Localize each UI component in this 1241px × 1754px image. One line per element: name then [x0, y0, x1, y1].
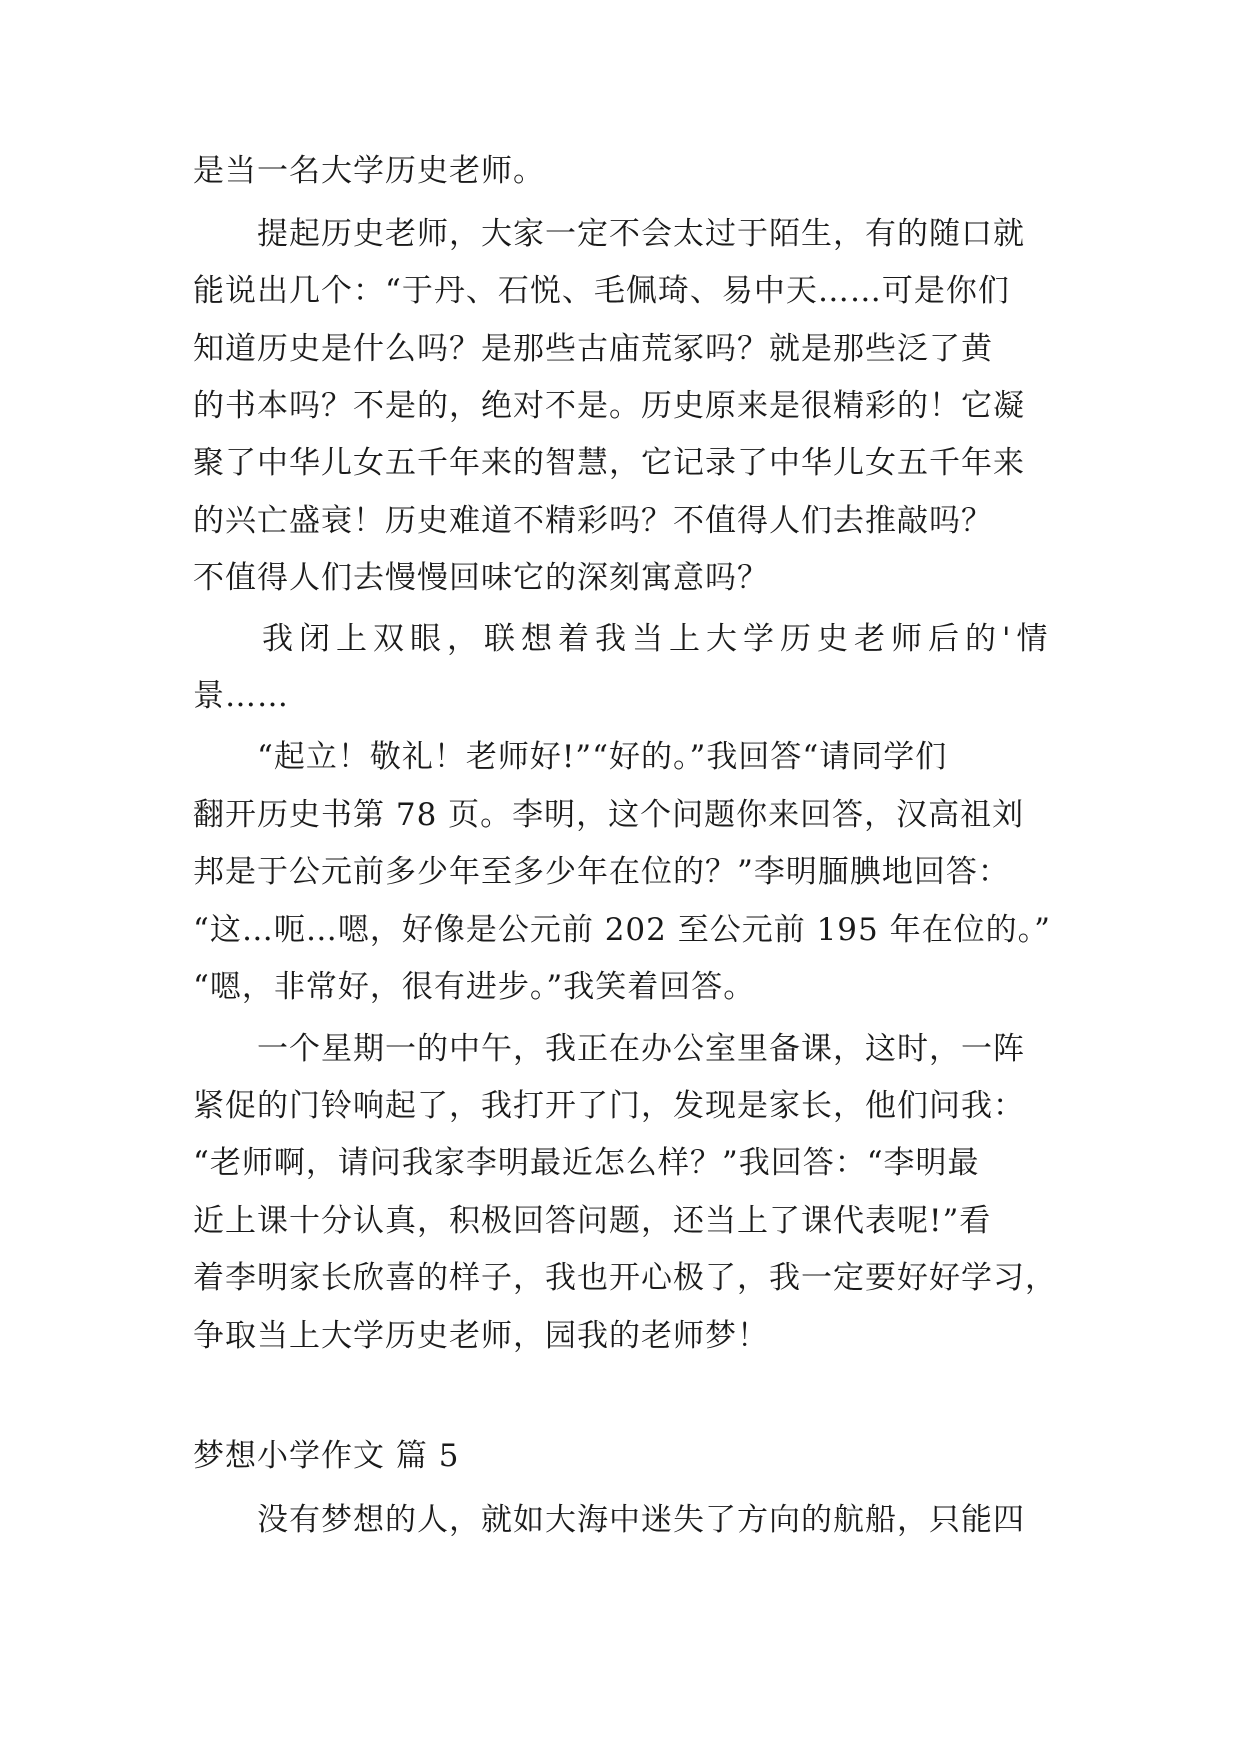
text-line: 争取当上大学历史老师，园我的老师梦！: [193, 1318, 769, 1354]
text-line: 着李明家长欣喜的样子，我也开心极了，我一定要好好学习，: [193, 1260, 1057, 1296]
text-line: 的书本吗？不是的，绝对不是。历史原来是很精彩的！它凝: [193, 388, 1025, 424]
text-line: 近上课十分认真，积极回答问题，还当上了课代表呢!”看: [193, 1203, 992, 1239]
text-line: 景……: [193, 678, 289, 714]
paragraph-start: 我闭上双眼，联想着我当上大学历史老师后的'情: [262, 621, 1054, 657]
paragraph-start: 一个星期一的中午，我正在办公室里备课，这时，一阵: [257, 1031, 1025, 1067]
section-heading: 梦想小学作文 篇 5: [193, 1438, 460, 1474]
text-line: 邦是于公元前多少年至多少年在位的？”李明腼腆地回答：: [193, 854, 1010, 890]
text-line: “这…呃…嗯，好像是公元前 202 至公元前 195 年在位的。”: [193, 912, 1051, 948]
text-line: 聚了中华儿女五千年来的智慧，它记录了中华儿女五千年来: [193, 445, 1025, 481]
text-line: 能说出几个：“于丹、石悦、毛佩琦、易中天……可是你们: [193, 273, 1010, 309]
text-line: “老师啊，请问我家李明最近怎么样？”我回答：“李明最: [193, 1145, 980, 1181]
paragraph-start: “起立！敬礼！老师好!”“好的。”我回答“请同学们: [257, 739, 948, 775]
text-line: 的兴亡盛衰！历史难道不精彩吗？不值得人们去推敲吗？: [193, 503, 993, 539]
paragraph-start: 提起历史老师，大家一定不会太过于陌生，有的随口就: [257, 216, 1025, 252]
text-line: 不值得人们去慢慢回味它的深刻寓意吗？: [193, 560, 769, 596]
text-line: “嗯，非常好，很有进步。”我笑着回答。: [193, 969, 756, 1005]
text-line: 紧促的门铃响起了，我打开了门，发现是家长，他们问我：: [193, 1088, 1025, 1124]
text-line: 知道历史是什么吗？是那些古庙荒冢吗？就是那些泛了黄: [193, 331, 993, 367]
text-line: 翻开历史书第 78 页。李明，这个问题你来回答，汉高祖刘: [193, 797, 1025, 833]
text-line: 是当一名大学历史老师。: [193, 153, 545, 189]
paragraph-start: 没有梦想的人，就如大海中迷失了方向的航船，只能四: [257, 1502, 1025, 1538]
